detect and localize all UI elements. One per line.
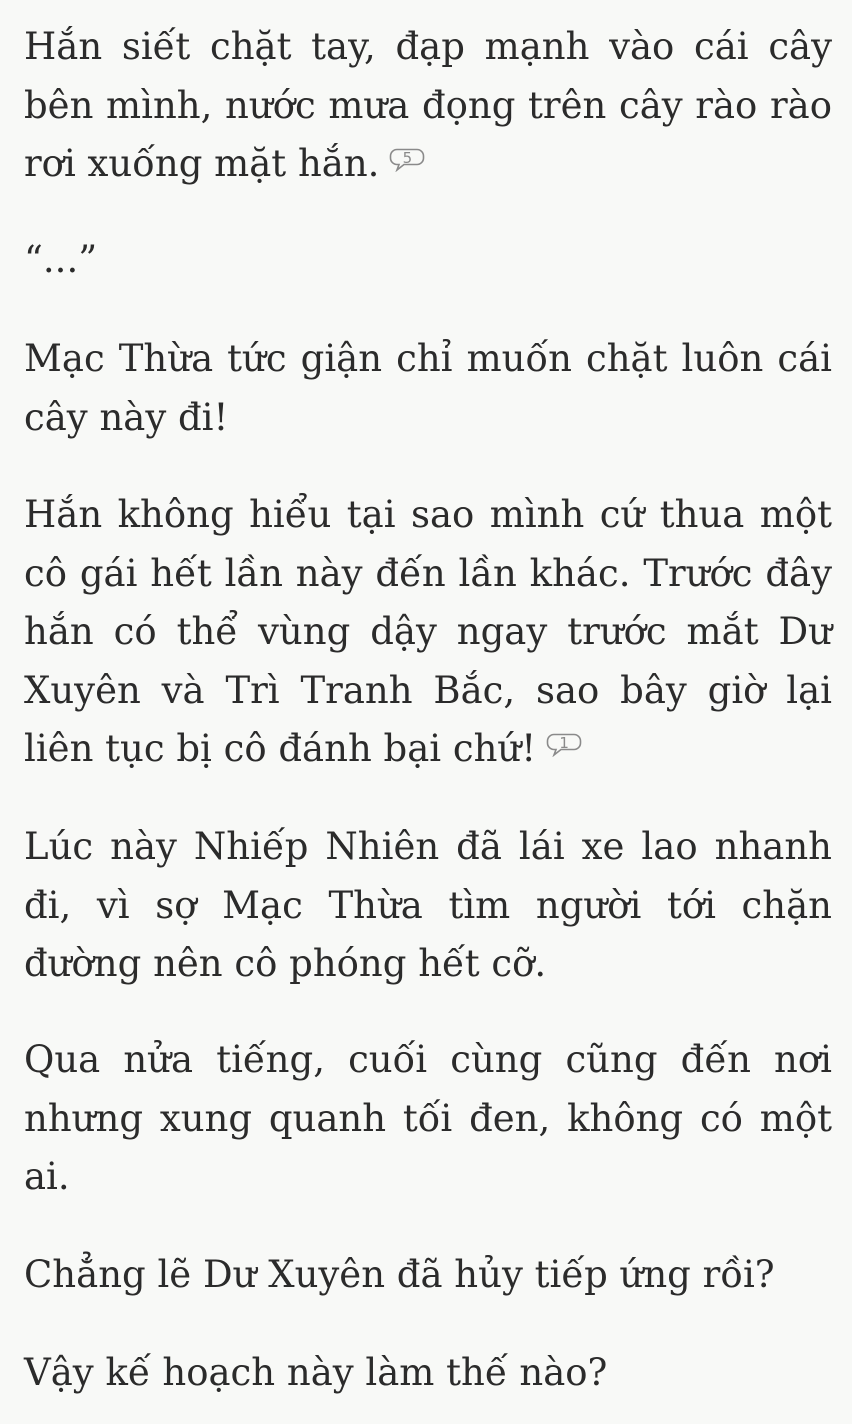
paragraph-text: Qua nửa tiếng, cuối cùng cũng đến nơi nhưng xung quanh tối đen, không có một ai.: [24, 1038, 832, 1198]
paragraph-text: Lúc này Nhiếp Nhiên đã lái xe lao nhanh đi, vì sợ Mạc Thừa tìm người tới chặn đường nên cô phóng hết cỡ.: [24, 825, 832, 985]
paragraph-text: Hắn siết chặt tay, đạp mạnh vào cái cây bên mình, nước mưa đọng trên cây rào rào rơi xuống mặt hắn.: [24, 25, 832, 185]
comment-count: 5: [402, 149, 413, 167]
paragraph-3: [24, 330, 832, 447]
paragraph-2: [24, 231, 224, 290]
paragraph-comment-button[interactable]: [389, 147, 425, 172]
paragraph-text: Vậy kế hoạch này làm thế nào?: [24, 1351, 608, 1394]
paragraph-8: [24, 1344, 832, 1403]
paragraph-text: Mạc Thừa tức giận chỉ muốn chặt luôn cái cây này đi!: [24, 337, 832, 439]
paragraph-comment-button[interactable]: [546, 732, 582, 757]
paragraph-text: Hắn không hiểu tại sao mình cứ thua một cô gái hết lần này đến lần khác. Trước đây hắn có thể vùng dậy ngay trước mắt Dư Xuyên và Trì Tranh Bắc, sao bây giờ lại liên tục bị cô đánh bại chứ!: [24, 493, 832, 770]
comment-count: 1: [559, 734, 569, 752]
paragraph-1: [24, 18, 832, 194]
paragraph-text: Chẳng lẽ Dư Xuyên đã hủy tiếp ứng rồi?: [24, 1253, 775, 1296]
paragraph-5: [24, 818, 832, 994]
paragraph-7: [24, 1246, 832, 1305]
paragraph-4: [24, 486, 832, 779]
paragraph-text: “...”: [24, 238, 98, 281]
paragraph-6: [24, 1031, 832, 1207]
